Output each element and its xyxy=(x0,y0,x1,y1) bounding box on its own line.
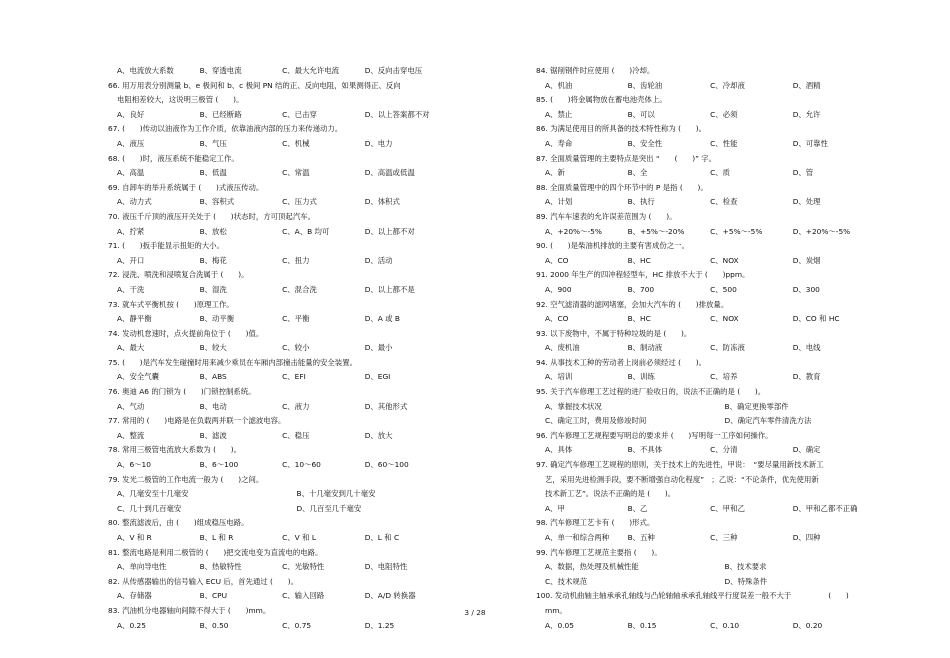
answer-options xyxy=(532,137,904,152)
answer-options xyxy=(532,575,904,590)
answer-option: B、穿透电流 xyxy=(199,66,242,75)
answer-options xyxy=(532,414,904,429)
answer-option: A、禁止 xyxy=(545,109,573,119)
answer-options xyxy=(532,225,904,240)
answer-option: C、确定工时，费用及修竣时间 xyxy=(545,416,647,426)
answer-option: B、乙 xyxy=(627,503,648,513)
answer-option: B、不具体 xyxy=(627,445,663,455)
question-text: 90. ( )是柴油机排放的主要有害成份之一。 xyxy=(536,241,689,251)
answer-option: B、L 和 R xyxy=(199,533,234,542)
answer-options xyxy=(532,283,904,298)
answer-option: B、五种 xyxy=(627,533,655,542)
answer-option: D、1.25 xyxy=(364,620,395,630)
answer-options xyxy=(532,166,904,181)
answer-option: D、炭烟 xyxy=(792,255,821,265)
answer-options xyxy=(532,254,904,269)
answer-option: B、电动 xyxy=(199,401,227,411)
answer-options xyxy=(104,531,476,546)
answer-option: D、A 或 B xyxy=(364,314,400,324)
question-continuation: mm。 xyxy=(545,605,567,615)
answer-options xyxy=(104,502,476,517)
answer-option: D、高温或低温 xyxy=(364,168,415,178)
question-text: 82. 从传感器输出的信号输入 ECU 后，首先通过 ( )。 xyxy=(108,576,298,586)
answer-option: B、训练 xyxy=(627,372,655,382)
answer-option: B、十几毫安到几十毫安 xyxy=(296,489,376,499)
answer-option: C、500 xyxy=(710,284,737,294)
answer-option: D、四种 xyxy=(792,533,821,542)
question-text: 68. ( )时，液压系统不能稳定工作。 xyxy=(108,153,239,163)
answer-option: C、已击穿 xyxy=(282,109,317,119)
answer-option: D、允许 xyxy=(792,109,821,119)
answer-option: B、热敏特性 xyxy=(199,562,242,572)
question-text: 96. 汽车修理工艺规程要写明总的要求并 ( )写明每一工序如何操作。 xyxy=(536,430,773,440)
question-text: 85. ( )将金属物放在蓄电池壳体上。 xyxy=(536,95,667,105)
question-text: 77. 常用的 ( )电路是在负载两并联一个滤波电容。 xyxy=(108,416,286,426)
answer-option: D、确定汽车零件清洗方法 xyxy=(724,416,812,426)
answer-option: C、性能 xyxy=(710,138,738,148)
question-text: 66. 用万用表分别测量 b、e 极间和 b、c 极间 PN 结的正、反向电阻，如果测得正、反向 xyxy=(108,80,401,90)
answer-options xyxy=(104,108,476,123)
answer-option: D、L 和 C xyxy=(364,533,400,542)
answer-option: C、A、B 均可 xyxy=(282,226,330,236)
question-text: 76. 奥迪 A6 的门锁为 ( )门锁控制系统。 xyxy=(108,387,256,397)
question-text: 92. 空气滤清器的滤网堵塞，会加大汽车的 ( )排放量。 xyxy=(536,299,729,309)
answer-option: B、ABS xyxy=(199,372,227,382)
question-continuation: 技术新工艺”。说法不正确的是 ( )。 xyxy=(545,489,676,499)
answer-option: D、以上答案都不对 xyxy=(364,109,430,119)
answer-option: A、电流放大系数 xyxy=(117,66,174,75)
answer-option: A、900 xyxy=(545,284,572,294)
answer-option: A、存储器 xyxy=(117,591,152,601)
answer-option: A、CO xyxy=(545,314,569,324)
answer-option: A、开口 xyxy=(117,255,145,265)
answer-option: C、压力式 xyxy=(282,197,317,207)
answer-options xyxy=(104,195,476,210)
answer-option: C、三种 xyxy=(710,533,738,542)
answer-option: D、CO 和 HC xyxy=(792,314,840,324)
question-text: 81. 整流电路是利用二极管的 ( )把交流电变为直流电的电路。 xyxy=(108,547,323,557)
answer-option: C、技术规范 xyxy=(545,576,588,586)
answer-option: B、制动液 xyxy=(627,343,663,353)
answer-option: A、整流 xyxy=(117,430,145,440)
answer-option: A、+20%～-5% xyxy=(545,226,602,236)
answer-option: A、数据，热处理及机械性能 xyxy=(545,562,639,572)
answer-options xyxy=(532,370,904,385)
answer-option: D、EGI xyxy=(364,372,391,382)
answer-option: A、拧紧 xyxy=(117,226,145,236)
answer-option: B、全 xyxy=(627,168,648,178)
answer-option: C、检查 xyxy=(710,197,738,207)
answer-options xyxy=(532,312,904,327)
answer-options xyxy=(104,166,476,181)
question-text: 100. 发动机曲轴主轴承承孔轴线与凸轮轴轴承承孔轴线平行度误差一般不大于 ( ) xyxy=(536,591,849,601)
answer-option: A、培训 xyxy=(545,372,573,382)
question-text: 98. 汽车修理工艺卡有 ( )形式。 xyxy=(536,518,655,528)
answer-option: A、CO xyxy=(545,255,569,265)
answer-options xyxy=(532,531,904,546)
answer-option: C、防冻液 xyxy=(710,343,745,353)
answer-option: A、0.25 xyxy=(117,620,146,630)
answer-option: D、特殊条件 xyxy=(724,576,768,586)
answer-option: C、质 xyxy=(710,168,731,178)
answer-option: B、低温 xyxy=(199,168,227,178)
question-text: 83. 汽油机分电器轴向间隙不得大于 ( )mm。 xyxy=(108,605,271,615)
answer-option: A、新 xyxy=(545,168,565,178)
answer-option: A、最大 xyxy=(117,343,145,353)
answer-option: C、平衡 xyxy=(282,314,310,324)
answer-option: C、稳压 xyxy=(282,430,310,440)
question-text: 93. 以下废物中，不属于特种垃圾的是 ( )。 xyxy=(536,328,692,338)
answer-option: D、60～100 xyxy=(364,460,409,470)
answer-option: A、单一和综合两种 xyxy=(545,533,610,542)
answer-option: C、较小 xyxy=(282,343,310,353)
answer-option: D、处理 xyxy=(792,197,821,207)
answer-option: B、技术要求 xyxy=(724,562,767,572)
answer-option: D、电阻特性 xyxy=(364,562,408,572)
answer-option: D、体积式 xyxy=(364,197,400,207)
answer-option: B、气压 xyxy=(199,138,227,148)
answer-option: C、常温 xyxy=(282,168,310,178)
answer-option: D、电线 xyxy=(792,343,821,353)
answer-option: D、管 xyxy=(792,168,814,178)
answer-option: D、其他形式 xyxy=(364,401,408,411)
answer-option: A、具体 xyxy=(545,445,573,455)
answer-option: B、滤波 xyxy=(199,430,227,440)
answer-option: A、6～10 xyxy=(117,460,151,470)
answer-option: A、甲 xyxy=(545,503,565,513)
answer-options xyxy=(104,400,476,415)
answer-option: B、CPU xyxy=(199,591,228,601)
answer-options xyxy=(532,502,904,517)
answer-option: B、动平衡 xyxy=(199,314,235,324)
answer-option: C、NOX xyxy=(710,314,739,324)
answer-option: D、可靠性 xyxy=(792,138,828,148)
answer-options xyxy=(104,64,476,79)
answer-option: B、安全性 xyxy=(627,138,663,148)
answer-option: D、最小 xyxy=(364,343,393,353)
answer-option: B、0.50 xyxy=(199,620,229,630)
question-text: 97. 确定汽车修理工艺规程的原则，关于技术上的先进性，甲说： “要尽量用新技术新工 xyxy=(536,460,824,470)
answer-options xyxy=(104,589,476,604)
answer-option: D、几百至几千毫安 xyxy=(296,503,362,513)
answer-option: B、可以 xyxy=(627,109,655,119)
answer-option: B、容积式 xyxy=(199,197,235,207)
answer-option: B、0.15 xyxy=(627,620,657,630)
answer-option: D、以上都不是 xyxy=(364,284,415,294)
answer-option: D、以上都不对 xyxy=(364,226,415,236)
answer-option: C、液力 xyxy=(282,401,310,411)
question-text: 80. 整流滤波后，由 ( )组成稳压电路。 xyxy=(108,518,249,528)
answer-options xyxy=(104,429,476,444)
question-text: 86. 为满足使用目的所具备的技术特性称为 ( )。 xyxy=(536,124,707,134)
answer-option: A、废机油 xyxy=(545,343,580,353)
answer-options xyxy=(104,137,476,152)
answer-option: D、电力 xyxy=(364,138,393,148)
answer-options xyxy=(104,312,476,327)
answer-option: C、培养 xyxy=(710,372,738,382)
answer-option: C、最大允许电流 xyxy=(282,66,340,75)
page-number: 3 / 28 xyxy=(464,608,486,617)
answer-option: C、混合洗 xyxy=(282,284,317,294)
answer-option: C、几十到几百毫安 xyxy=(117,503,182,513)
answer-option: D、A/D 转换器 xyxy=(364,591,416,601)
answer-option: A、动力式 xyxy=(117,197,152,207)
answer-option: D、甲和乙都不正确 xyxy=(792,503,858,513)
answer-option: A、高温 xyxy=(117,168,145,178)
answer-options xyxy=(532,443,904,458)
answer-option: C、EFI xyxy=(282,372,306,382)
answer-option: D、酒精 xyxy=(792,80,821,90)
answer-option: A、寿命 xyxy=(545,138,573,148)
question-text: 78. 常用三极管电流放大系数为 ( )。 xyxy=(108,445,242,455)
answer-option: B、执行 xyxy=(627,197,655,207)
answer-option: B、6～100 xyxy=(199,460,239,470)
answer-option: B、+5%～-20% xyxy=(627,226,685,236)
question-text: 73. 就车式平衡机按 ( )原理工作。 xyxy=(108,299,234,309)
answer-option: A、良好 xyxy=(117,109,145,119)
answer-options xyxy=(104,619,476,634)
answer-options xyxy=(104,283,476,298)
question-text: 95. 关于汽车修理工艺过程的进厂验收日的，说法不正确的是 ( )。 xyxy=(536,387,766,397)
question-continuation: 艺，采用先进检测手段，要不断增强自动化程度” ；乙说：“不论条件，优先使用新 xyxy=(545,474,819,484)
answer-option: A、气动 xyxy=(117,401,145,411)
answer-option: D、教育 xyxy=(792,372,821,382)
answer-option: C、扭力 xyxy=(282,255,310,265)
answer-option: C、0.10 xyxy=(710,620,740,630)
answer-option: A、静平衡 xyxy=(117,314,152,324)
answer-options xyxy=(104,458,476,473)
question-text: 67. ( )传动以油液作为工作介质，依靠油液内部的压力来传递动力。 xyxy=(108,124,343,134)
answer-options xyxy=(104,225,476,240)
question-text: 87. 全面质量管理的主要特点是突出 “ ( )” 字。 xyxy=(536,153,717,163)
answer-options xyxy=(104,370,476,385)
answer-option: D、确定 xyxy=(792,445,821,455)
answer-option: D、+20%～-5% xyxy=(792,226,851,236)
question-text: 94. 从事技术工种的劳动者上岗前必须经过 ( )。 xyxy=(536,357,707,367)
answer-option: C、10～60 xyxy=(282,460,321,470)
answer-options xyxy=(532,195,904,210)
answer-options xyxy=(532,400,904,415)
question-text: 72. 浸洗、喷洗和浸喷复合洗属于 ( )。 xyxy=(108,270,249,280)
answer-option: A、掌握技术状况 xyxy=(545,401,602,411)
answer-option: D、300 xyxy=(792,284,820,294)
answer-options xyxy=(104,560,476,575)
question-text: 79. 发光二极管的工作电流一般为 ( )之间。 xyxy=(108,474,264,484)
answer-options xyxy=(104,341,476,356)
answer-options xyxy=(532,560,904,575)
answer-option: D、反向击穿电压 xyxy=(364,66,423,75)
question-continuation: 电阻相差较大，这说明三极管 ( )。 xyxy=(117,95,244,105)
answer-options xyxy=(532,79,904,94)
answer-option: C、NOX xyxy=(710,255,739,265)
answer-option: B、HC xyxy=(627,314,651,324)
answer-option: C、0.75 xyxy=(282,620,312,630)
answer-option: A、机油 xyxy=(545,80,573,90)
answer-option: D、放大 xyxy=(364,430,393,440)
answer-option: B、较大 xyxy=(199,343,227,353)
answer-options xyxy=(532,341,904,356)
answer-option: A、几毫安至十几毫安 xyxy=(117,489,189,499)
answer-option: C、V 和 L xyxy=(282,533,316,542)
question-text: 88. 全面质量管理中的四个环节中的 P 是指 ( )。 xyxy=(536,182,708,192)
answer-option: C、光敏特性 xyxy=(282,562,325,572)
answer-option: A、计划 xyxy=(545,197,573,207)
answer-option: B、湿洗 xyxy=(199,284,227,294)
question-text: 91. 2000 年生产的四冲程轻型车，HC 排放不大于 ( )ppm。 xyxy=(536,270,750,280)
answer-option: C、甲和乙 xyxy=(710,503,745,513)
answer-option: A、安全气囊 xyxy=(117,372,160,382)
question-text: 71. ( )扳手能显示扭矩的大小。 xyxy=(108,241,224,251)
answer-options xyxy=(104,254,476,269)
question-text: 84. 锯削钢件时应使用 ( )冷却。 xyxy=(536,66,655,75)
answer-option: A、液压 xyxy=(117,138,145,148)
answer-option: A、干洗 xyxy=(117,284,145,294)
answer-option: A、0.05 xyxy=(545,620,574,630)
answer-option: B、齿轮油 xyxy=(627,80,663,90)
answer-option: C、必须 xyxy=(710,109,738,119)
question-text: 99. 汽车修理工艺规范主要指 ( )。 xyxy=(536,547,662,557)
question-text: 74. 发动机怠速时，点火提前角位于 ( )值。 xyxy=(108,328,264,338)
answer-options xyxy=(532,619,904,634)
answer-option: B、放松 xyxy=(199,226,227,236)
answer-option: B、HC xyxy=(627,255,651,265)
answer-option: B、700 xyxy=(627,284,655,294)
left-question-column xyxy=(104,64,476,633)
answer-options xyxy=(532,108,904,123)
question-text: 89. 汽车车速表的允许误差范围为 ( )。 xyxy=(536,211,677,221)
answer-option: D、活动 xyxy=(364,255,393,265)
answer-options xyxy=(104,487,476,502)
answer-option: A、单向导电性 xyxy=(117,562,167,572)
question-text: 75. ( )是汽车发生碰撞时用来减少乘员在车厢内部撞击能量的安全装置。 xyxy=(108,357,357,367)
question-text: 70. 液压千斤顶的液压开关处于 ( )状态时，方可顶起汽车。 xyxy=(108,211,315,221)
answer-option: B、梅花 xyxy=(199,255,227,265)
answer-option: C、冷却液 xyxy=(710,80,745,90)
right-question-column xyxy=(532,64,904,633)
question-text: 69. 自卸车的举升系统属于 ( )式液压传动。 xyxy=(108,182,264,192)
answer-option: D、0.20 xyxy=(792,620,823,630)
answer-option: A、V 和 R xyxy=(117,533,152,542)
answer-option: C、输入回路 xyxy=(282,591,325,601)
answer-option: C、+5%～-5% xyxy=(710,226,763,236)
answer-option: B、已经断路 xyxy=(199,109,242,119)
answer-option: C、机械 xyxy=(282,138,310,148)
answer-option: B、确定更换零部件 xyxy=(724,401,789,411)
answer-option: C、分清 xyxy=(710,445,738,455)
